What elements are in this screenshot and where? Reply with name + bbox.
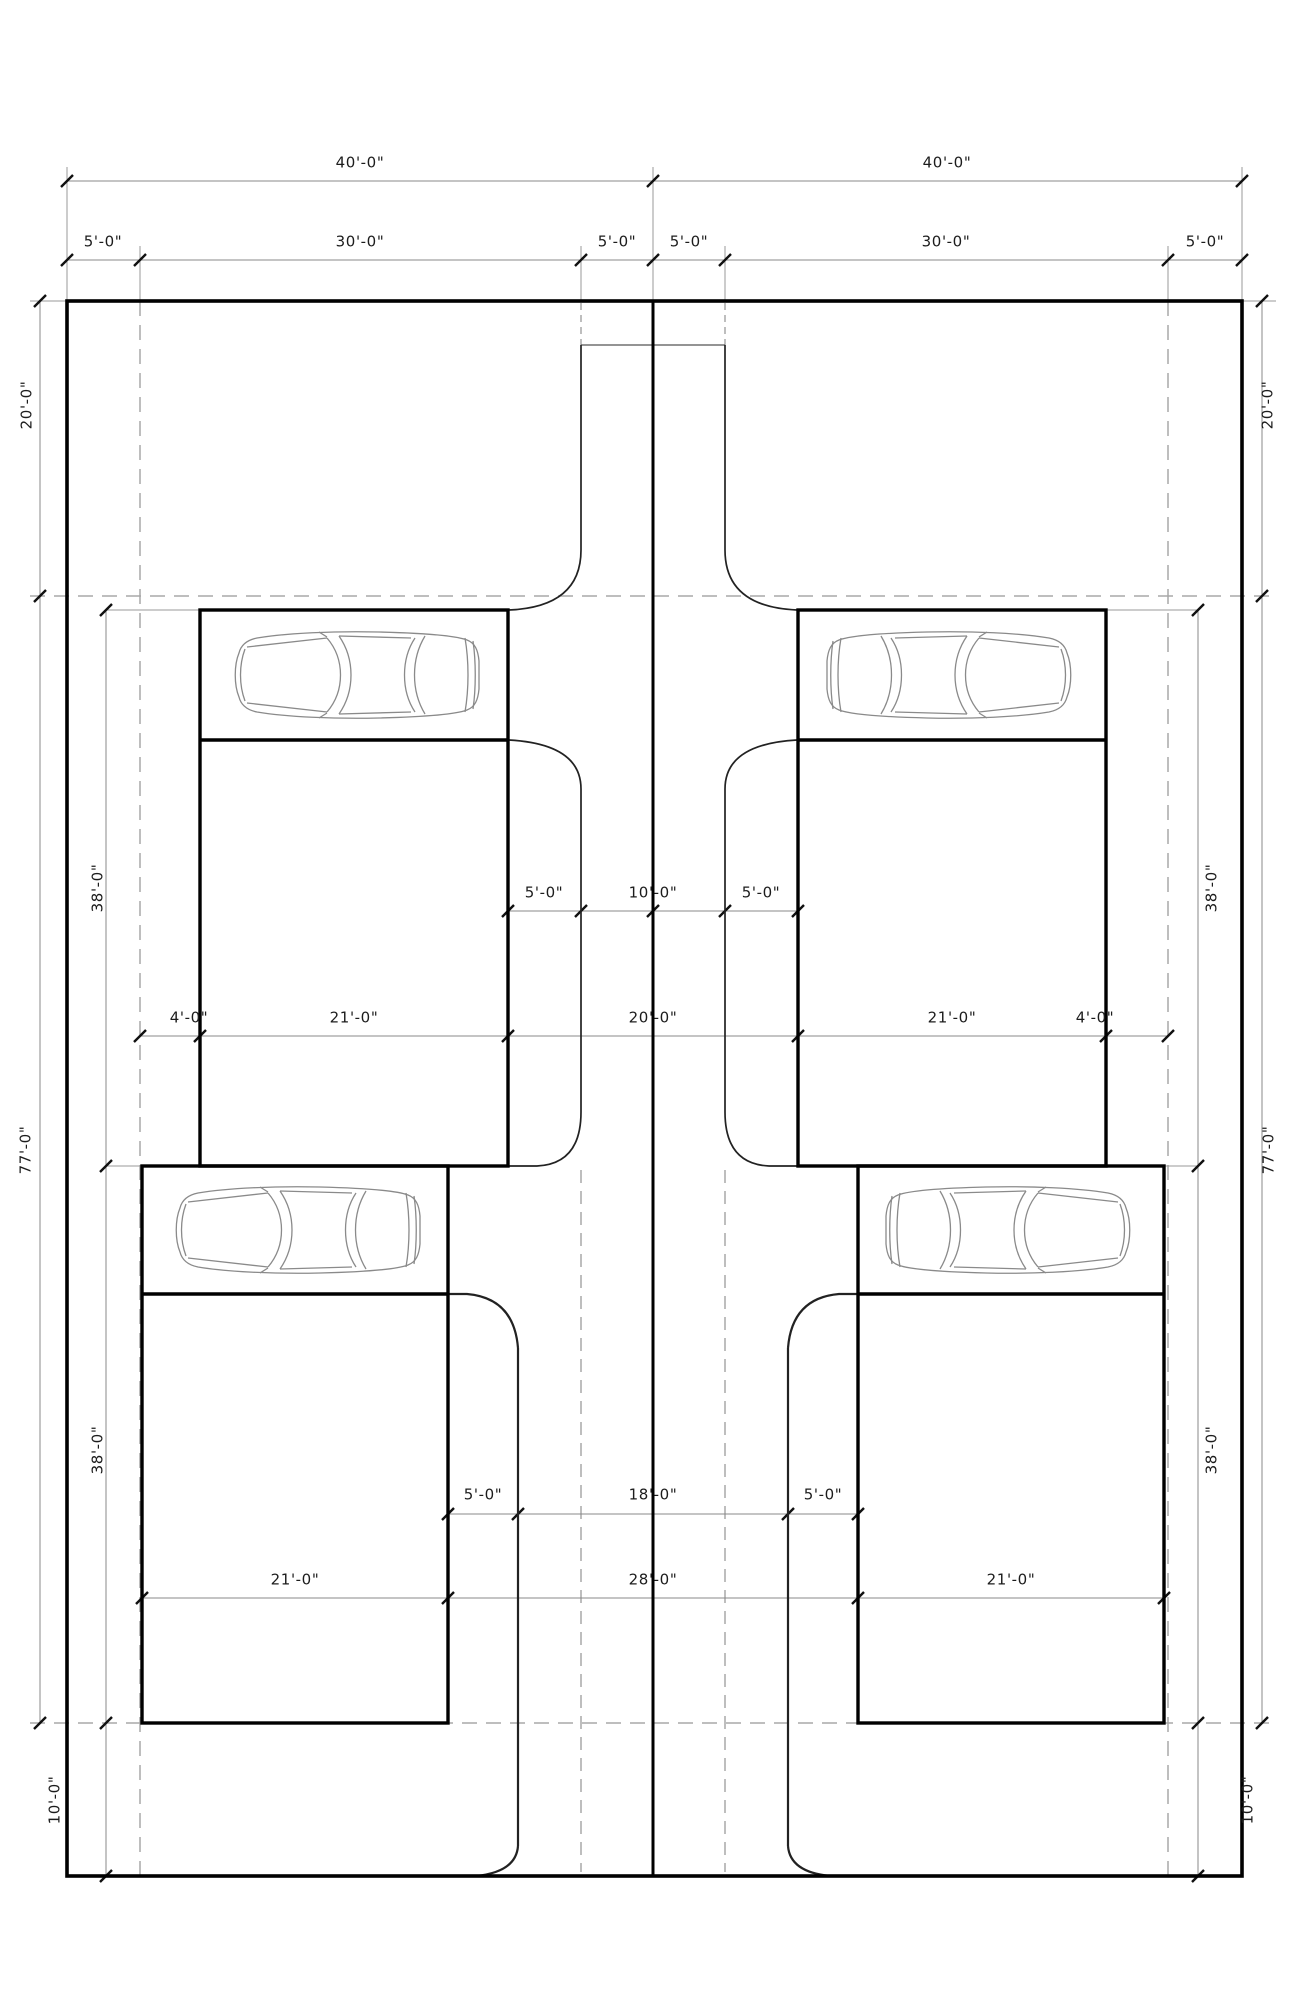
- dim-label-frontage-4: 30'-0": [921, 232, 971, 251]
- building-rear-right: [858, 1166, 1164, 1723]
- dim-label-left-front-setback: 20'-0": [17, 380, 36, 430]
- dim-label-lower-drive-1: 18'-0": [628, 1485, 678, 1504]
- dim-label-frontage-5: 5'-0": [1185, 232, 1225, 251]
- dim-label-upper-widths-2: 20'-0": [628, 1008, 678, 1027]
- dim-label-left-bldg-front: 38'-0": [88, 863, 107, 913]
- dim-label-frontage-1: 30'-0": [335, 232, 385, 251]
- dim-label-left-rear-setback: 10'-0": [45, 1775, 64, 1825]
- dim-label-upper-drive-0: 5'-0": [524, 883, 564, 902]
- dim-label-upper-widths-3: 21'-0": [927, 1008, 977, 1027]
- dim-label-lower-widths-2: 21'-0": [986, 1570, 1036, 1589]
- dim-label-lower-drive-2: 5'-0": [803, 1485, 843, 1504]
- dim-label-left-bldg-rear: 38'-0": [88, 1425, 107, 1475]
- drive-edge-lower-right: [788, 1294, 858, 1876]
- dim-label-upper-drive-1: 10'-0": [628, 883, 678, 902]
- dim-label-left-lot-depth: 77'-0": [16, 1125, 35, 1175]
- drive-flare-mid-right: [725, 1112, 798, 1166]
- dim-label-upper-widths-1: 21'-0": [329, 1008, 379, 1027]
- dim-label-frontage-3: 5'-0": [669, 232, 709, 251]
- dim-label-upper-drive-2: 5'-0": [741, 883, 781, 902]
- car-icon: [886, 1187, 1130, 1274]
- car-icon: [176, 1187, 420, 1274]
- drive-edge-lower-left: [448, 1294, 518, 1876]
- car-icon: [235, 632, 479, 719]
- dim-label-right-bldg-front: 38'-0": [1202, 863, 1221, 913]
- dimension-ticks: [34, 175, 1268, 1882]
- car-icon: [827, 632, 1071, 719]
- dim-label-lower-widths-1: 28'-0": [628, 1570, 678, 1589]
- dim-label-upper-widths-4: 4'-0": [1075, 1008, 1115, 1027]
- drive-flare-garage-right: [725, 740, 797, 1112]
- dim-label-right-front-setback: 20'-0": [1258, 380, 1277, 430]
- building-front-right: [798, 610, 1106, 1166]
- dim-label-right-rear-setback: 10'-0": [1238, 1775, 1257, 1825]
- dim-label-frontage-2: 5'-0": [597, 232, 637, 251]
- dim-label-overall-right: 40'-0": [922, 153, 972, 172]
- dim-label-lower-drive-0: 5'-0": [463, 1485, 503, 1504]
- dim-label-frontage-0: 5'-0": [83, 232, 123, 251]
- dimension-lines: [40, 181, 1262, 1876]
- dim-label-overall-left: 40'-0": [335, 153, 385, 172]
- dim-label-lower-widths-0: 21'-0": [270, 1570, 320, 1589]
- dim-label-right-lot-depth: 77'-0": [1259, 1125, 1278, 1175]
- dim-label-right-bldg-rear: 38'-0": [1202, 1425, 1221, 1475]
- drive-flare-top-right: [725, 550, 797, 610]
- drive-flare-top-left: [509, 550, 581, 610]
- building-rear-left: [142, 1166, 448, 1723]
- drive-flare-mid-left: [508, 1112, 581, 1166]
- dim-label-upper-widths-0: 4'-0": [169, 1008, 209, 1027]
- drive-flare-garage-left: [509, 740, 581, 1112]
- building-front-left: [200, 610, 508, 1166]
